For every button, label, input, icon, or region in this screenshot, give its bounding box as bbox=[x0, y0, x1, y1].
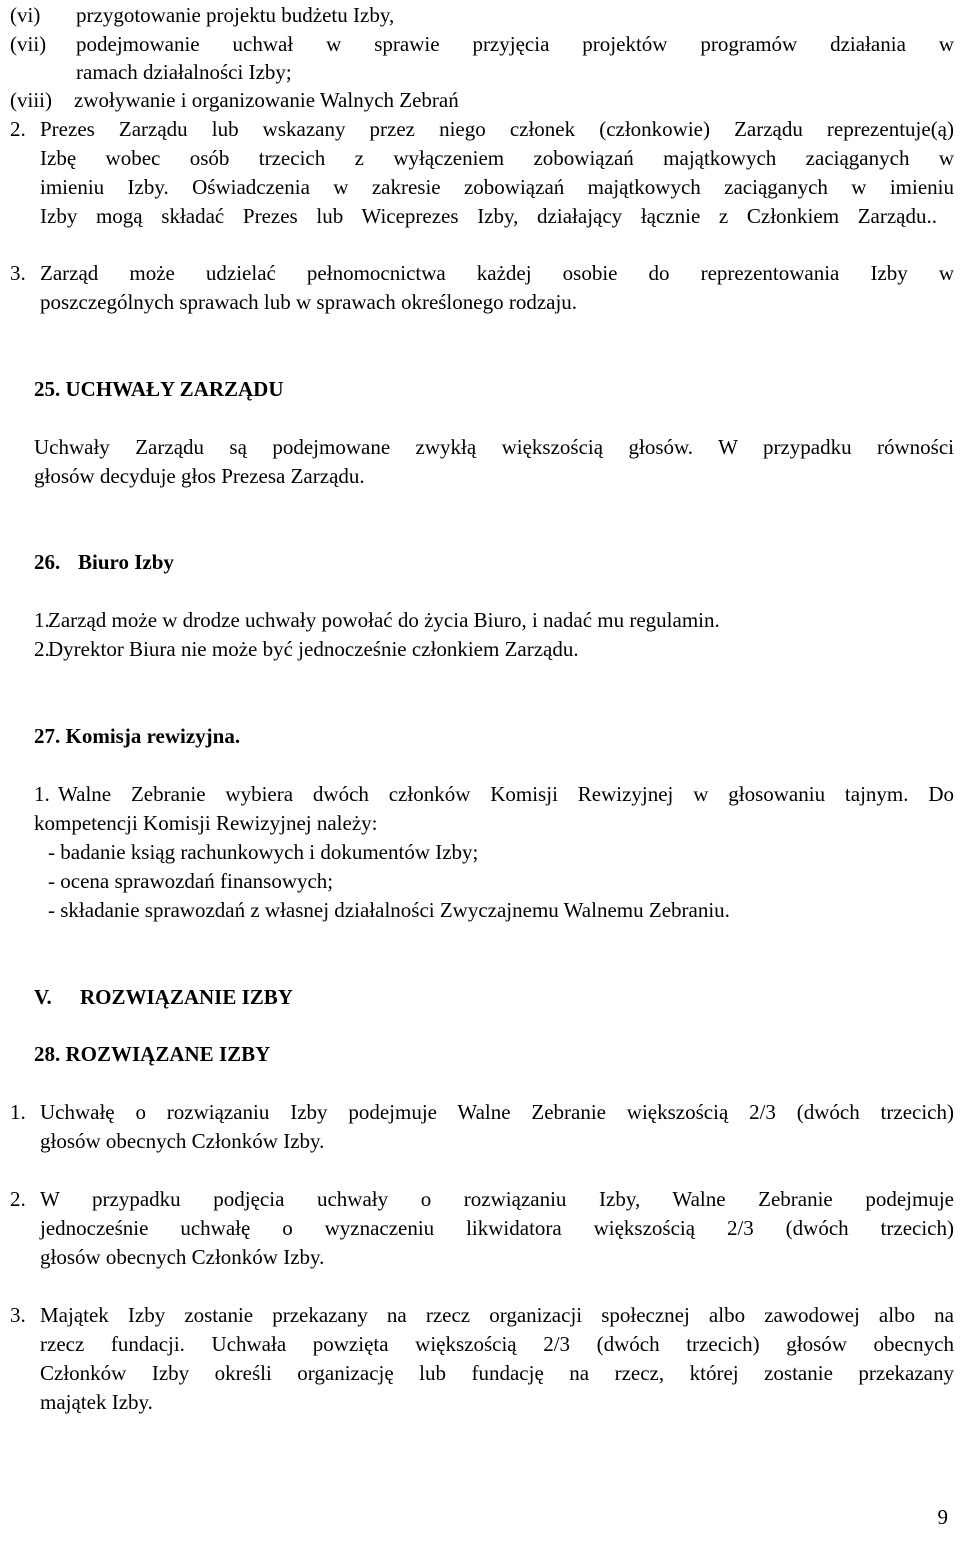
s28-item-3-line-1: Majątek Izby zostanie przekazany na rzecz organizacji społecznej albo zawodowej albo na bbox=[40, 1303, 954, 1327]
section-27-heading: 27. Komisja rewizyjna. bbox=[34, 724, 241, 748]
p3-num: 3. bbox=[10, 261, 26, 285]
p2-line-2: Izbę wobec osób trzecich z wyłączeniem zobowiązań majątkowych zaciąganych w bbox=[40, 146, 954, 170]
section-28-heading: 28. ROZWIĄZANE IZBY bbox=[34, 1042, 271, 1066]
list-num-vii: (vii) bbox=[10, 32, 47, 56]
section-26-title: Biuro Izby bbox=[78, 550, 174, 574]
s25-line-1: Uchwały Zarządu są podejmowane zwykłą większością głosów. W przypadku równości bbox=[34, 435, 954, 459]
s26-item-2-num: 2. bbox=[34, 637, 50, 661]
s28-item-3-line-2: rzecz fundacji. Uchwała powzięta większością 2/3 (dwóch trzecich) głosów obecnych bbox=[40, 1332, 954, 1356]
s28-item-1-num: 1. bbox=[10, 1100, 26, 1124]
s25-line-2: głosów decyduje głos Prezesa Zarządu. bbox=[34, 464, 365, 488]
list-num-vi: (vi) bbox=[10, 3, 41, 27]
s27-line-2: kompetencji Komisji Rewizyjnej należy: bbox=[34, 811, 378, 835]
s27-bullet-2: - ocena sprawozdań finansowych; bbox=[48, 869, 334, 893]
page-number: 9 bbox=[937, 1505, 948, 1529]
s26-item-1-num: 1. bbox=[34, 608, 50, 632]
s28-item-2-line-3: głosów obecnych Członków Izby. bbox=[40, 1245, 325, 1269]
list-text-vi: przygotowanie projektu budżetu Izby, bbox=[76, 3, 395, 27]
s26-item-1-text: Zarząd może w drodze uchwały powołać do życia Biuro, i nadać mu regulamin. bbox=[48, 608, 720, 632]
s27-bullet-1: - badanie ksiąg rachunkowych i dokumentów Izby; bbox=[48, 840, 479, 864]
s28-item-2-line-1: W przypadku podjęcia uchwały o rozwiązaniu Izby, Walne Zebranie podejmuje bbox=[40, 1187, 954, 1211]
s28-item-1-line-1: Uchwałę o rozwiązaniu Izby podejmuje Walne Zebranie większością 2/3 (dwóch trzecich) bbox=[40, 1100, 954, 1124]
s28-item-3-line-3: Członków Izby określi organizację lub fundację na rzecz, której zostanie przekazany bbox=[40, 1361, 954, 1385]
s28-item-2-line-2: jednocześnie uchwałę o wyznaczeniu likwidatora większością 2/3 (dwóch trzecich) bbox=[40, 1216, 954, 1240]
chapter-v-num: V. bbox=[34, 985, 52, 1009]
p3-line-1: Zarząd może udzielać pełnomocnictwa każdej osobie do reprezentowania Izby w bbox=[40, 261, 954, 285]
s28-item-2-num: 2. bbox=[10, 1187, 26, 1211]
p2-line-3: imieniu Izby. Oświadczenia w zakresie zobowiązań majątkowych zaciąganych w imieniu bbox=[40, 175, 954, 199]
s27-line-1: Walne Zebranie wybiera dwóch członków Komisji Rewizyjnej w głosowaniu tajnym. Do bbox=[58, 782, 954, 806]
list-text-vii-2: ramach działalności Izby; bbox=[76, 60, 292, 84]
p2-num: 2. bbox=[10, 117, 26, 141]
p2-line-4: Izby mogą składać Prezes lub Wiceprezes Izby, działający łącznie z Członkiem Zarządu.. bbox=[40, 204, 937, 228]
list-text-viii: zwoływanie i organizowanie Walnych Zebrań bbox=[74, 88, 459, 112]
s27-num: 1. bbox=[34, 782, 50, 806]
list-num-viii: (viii) bbox=[10, 88, 52, 112]
section-26-num: 26. bbox=[34, 550, 61, 574]
chapter-v-title: ROZWIĄZANIE IZBY bbox=[80, 985, 293, 1009]
s28-item-3-num: 3. bbox=[10, 1303, 26, 1327]
s27-bullet-3: - składanie sprawozdań z własnej działalności Zwyczajnemu Walnemu Zebraniu. bbox=[48, 898, 730, 922]
section-25-heading: 25. UCHWAŁY ZARZĄDU bbox=[34, 377, 284, 401]
s26-item-2-text: Dyrektor Biura nie może być jednocześnie członkiem Zarządu. bbox=[48, 637, 579, 661]
p3-line-2: poszczególnych sprawach lub w sprawach określonego rodzaju. bbox=[40, 290, 578, 314]
s28-item-3-line-4: majątek Izby. bbox=[40, 1390, 153, 1414]
p2-line-1: Prezes Zarządu lub wskazany przez niego członek (członkowie) Zarządu reprezentuje(ą) bbox=[40, 117, 954, 141]
list-text-vii-1: podejmowanie uchwał w sprawie przyjęcia projektów programów działania w bbox=[76, 32, 954, 56]
s28-item-1-line-2: głosów obecnych Członków Izby. bbox=[40, 1129, 325, 1153]
